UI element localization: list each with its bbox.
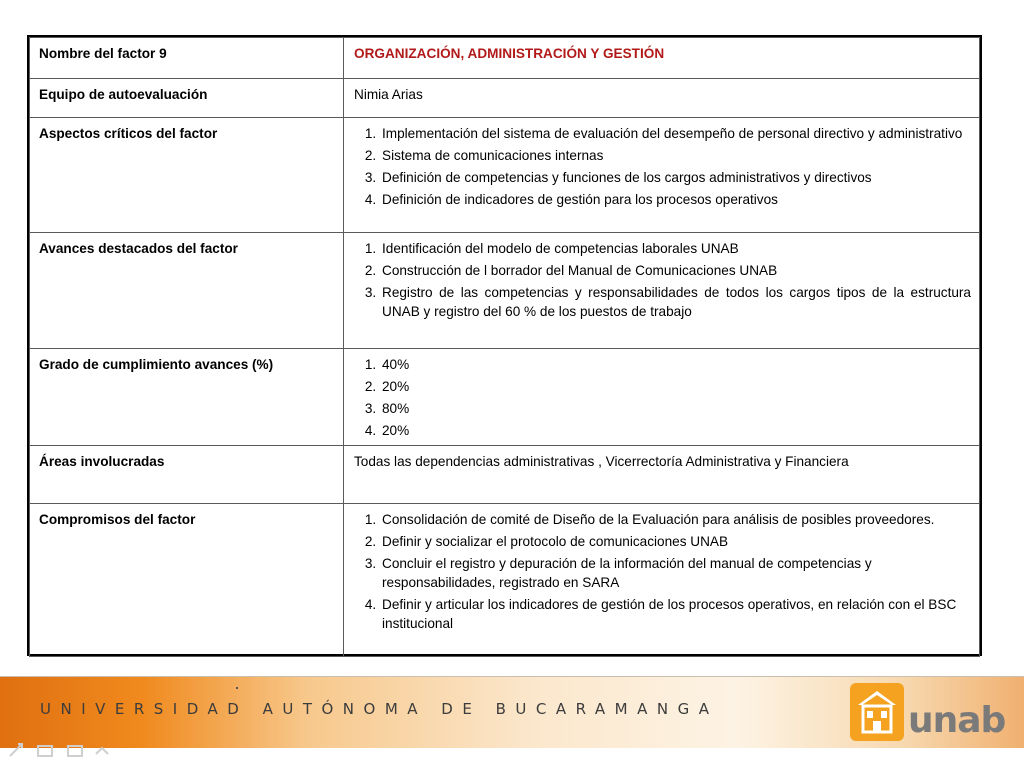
row-label: Áreas involucradas	[30, 446, 344, 504]
row-label: Compromisos del factor	[30, 504, 344, 657]
advances-list-cell	[344, 233, 980, 349]
compliance-list-cell	[344, 349, 980, 446]
list-item: 2. 20%	[380, 377, 971, 396]
list-item: 2. Definir y socializar el protocolo de comunicaciones UNAB	[380, 532, 971, 551]
table-row	[30, 79, 980, 118]
slide-controls-icon[interactable]	[4, 738, 114, 762]
list-item: 4. Definición de indicadores de gestión para los procesos operativos	[380, 190, 971, 209]
table-row	[30, 504, 980, 657]
list-item: 3. Definición de competencias y funciones de los cargos administrativos y directivos	[380, 168, 971, 187]
team-value: Nimia Arias	[344, 79, 980, 118]
row-label: Equipo de autoevaluación	[30, 79, 344, 118]
list-item: 1. 40%	[380, 355, 971, 374]
list-item: 2. Sistema de comunicaciones internas	[380, 146, 971, 165]
row-label: Grado de cumplimiento avances (%)	[30, 349, 344, 446]
logo-text: unab	[908, 700, 1006, 741]
list-item: 1. Implementación del sistema de evaluación del desempeño de personal directivo y administrativo	[380, 124, 971, 143]
row-label: Aspectos críticos del factor	[30, 118, 344, 233]
advances-list	[354, 239, 971, 321]
university-name: UNIVERSIDAD AUTÓNOMA DE BUCARAMANGA	[40, 700, 719, 718]
commitments-list	[354, 510, 971, 633]
table-row	[30, 233, 980, 349]
list-item: 3. Registro de las competencias y responsabilidades de todos los cargos tipos de la estructura UNAB y registro del 60 % de los puestos de trabajo	[380, 283, 971, 321]
factor-title: ORGANIZACIÓN, ADMINISTRACIÓN Y GESTIÓN	[344, 38, 980, 79]
row-label: Nombre del factor 9	[30, 38, 344, 79]
footer-dot	[236, 687, 238, 689]
table-row	[30, 38, 980, 79]
factor-table	[29, 37, 980, 657]
list-item: 3. 80%	[380, 399, 971, 418]
list-item: 4. Definir y articular los indicadores de gestión de los procesos operativos, en relación con el BSC institucional	[380, 595, 971, 633]
list-item: 2. Construcción de l borrador del Manual de Comunicaciones UNAB	[380, 261, 971, 280]
list-item: 1. Identificación del modelo de competencias laborales UNAB	[380, 239, 971, 258]
list-item: 4. 20%	[380, 421, 971, 440]
list-item: 3. Concluir el registro y depuración de la información del manual de competencias y responsabilidades, registrado en SARA	[380, 554, 971, 592]
table-row	[30, 349, 980, 446]
areas-value: Todas las dependencias administrativas , Vicerrectoría Administrativa y Financiera	[344, 446, 980, 504]
critical-list-cell	[344, 118, 980, 233]
compliance-list	[354, 355, 971, 440]
critical-list	[354, 124, 971, 209]
list-item: 1. Consolidación de comité de Diseño de la Evaluación para análisis de posibles proveedores.	[380, 510, 971, 529]
row-label: Avances destacados del factor	[30, 233, 344, 349]
table-row	[30, 446, 980, 504]
table-row	[30, 118, 980, 233]
commitments-list-cell	[344, 504, 980, 657]
